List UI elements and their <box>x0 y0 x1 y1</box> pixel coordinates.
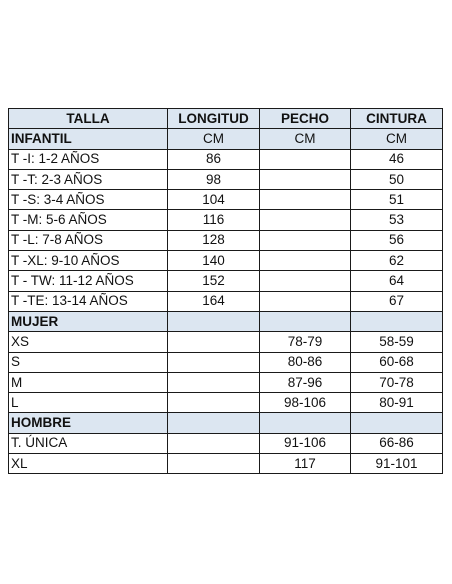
waist-cell: 91-101 <box>351 454 443 474</box>
table-row <box>9 393 443 413</box>
table-row <box>9 454 443 474</box>
header-longitud: LONGITUD <box>168 109 260 129</box>
length-cell: 152 <box>168 271 260 291</box>
header-cintura: CINTURA <box>351 109 443 129</box>
chest-cell <box>260 251 351 271</box>
table-row <box>9 291 443 311</box>
chest-cell <box>260 291 351 311</box>
waist-cell: 46 <box>351 149 443 169</box>
size-cell: M <box>9 372 168 392</box>
section-row-hombre <box>9 413 443 433</box>
size-cell: XL <box>9 454 168 474</box>
waist-cell: 64 <box>351 271 443 291</box>
length-cell: 86 <box>168 149 260 169</box>
header-pecho: PECHO <box>260 109 351 129</box>
chest-cell <box>260 190 351 210</box>
chest-cell: 91-106 <box>260 433 351 453</box>
section-unit-cell: CM <box>351 129 443 149</box>
length-cell: 164 <box>168 291 260 311</box>
waist-cell: 58-59 <box>351 332 443 352</box>
header-row <box>9 109 443 129</box>
size-cell: T -I: 1-2 AÑOS <box>9 149 168 169</box>
chest-cell: 98-106 <box>260 393 351 413</box>
size-cell: T -TE: 13-14 AÑOS <box>9 291 168 311</box>
chest-cell <box>260 271 351 291</box>
table-row <box>9 230 443 250</box>
size-cell: T - TW: 11-12 AÑOS <box>9 271 168 291</box>
length-cell <box>168 332 260 352</box>
waist-cell: 70-78 <box>351 372 443 392</box>
table-row <box>9 372 443 392</box>
section-unit-cell <box>168 413 260 433</box>
section-unit-cell: CM <box>168 129 260 149</box>
size-cell: T. ÚNICA <box>9 433 168 453</box>
size-cell: T -S: 3-4 AÑOS <box>9 190 168 210</box>
table-row <box>9 352 443 372</box>
table-row <box>9 169 443 189</box>
size-cell: S <box>9 352 168 372</box>
chest-cell <box>260 230 351 250</box>
chest-cell <box>260 169 351 189</box>
length-cell <box>168 372 260 392</box>
section-unit-cell <box>351 311 443 331</box>
size-cell: T -M: 5-6 AÑOS <box>9 210 168 230</box>
length-cell: 128 <box>168 230 260 250</box>
section-row-infantil <box>9 129 443 149</box>
table-row <box>9 433 443 453</box>
chest-cell: 87-96 <box>260 372 351 392</box>
length-cell <box>168 454 260 474</box>
section-title-mujer: MUJER <box>9 311 168 331</box>
section-unit-cell <box>260 311 351 331</box>
waist-cell: 67 <box>351 291 443 311</box>
header-talla: TALLA <box>9 109 168 129</box>
waist-cell: 51 <box>351 190 443 210</box>
size-cell: XS <box>9 332 168 352</box>
table-row <box>9 149 443 169</box>
size-cell: T -XL: 9-10 AÑOS <box>9 251 168 271</box>
length-cell <box>168 393 260 413</box>
section-unit-cell <box>260 413 351 433</box>
table-row <box>9 190 443 210</box>
waist-cell: 53 <box>351 210 443 230</box>
waist-cell: 80-91 <box>351 393 443 413</box>
waist-cell: 62 <box>351 251 443 271</box>
table-row <box>9 210 443 230</box>
chest-cell <box>260 149 351 169</box>
size-cell: T -T: 2-3 AÑOS <box>9 169 168 189</box>
waist-cell: 60-68 <box>351 352 443 372</box>
section-title-hombre: HOMBRE <box>9 413 168 433</box>
section-row-mujer <box>9 311 443 331</box>
chest-cell <box>260 210 351 230</box>
table-row <box>9 271 443 291</box>
chest-cell: 117 <box>260 454 351 474</box>
table-row <box>9 251 443 271</box>
table-row <box>9 332 443 352</box>
chest-cell: 80-86 <box>260 352 351 372</box>
waist-cell: 50 <box>351 169 443 189</box>
section-unit-cell: CM <box>260 129 351 149</box>
waist-cell: 56 <box>351 230 443 250</box>
length-cell: 140 <box>168 251 260 271</box>
size-cell: T -L: 7-8 AÑOS <box>9 230 168 250</box>
length-cell: 116 <box>168 210 260 230</box>
chest-cell: 78-79 <box>260 332 351 352</box>
size-cell: L <box>9 393 168 413</box>
length-cell <box>168 352 260 372</box>
length-cell <box>168 433 260 453</box>
length-cell: 98 <box>168 169 260 189</box>
section-unit-cell <box>168 311 260 331</box>
waist-cell: 66-86 <box>351 433 443 453</box>
section-unit-cell <box>351 413 443 433</box>
size-chart-table <box>8 108 443 474</box>
length-cell: 104 <box>168 190 260 210</box>
section-title-infantil: INFANTIL <box>9 129 168 149</box>
